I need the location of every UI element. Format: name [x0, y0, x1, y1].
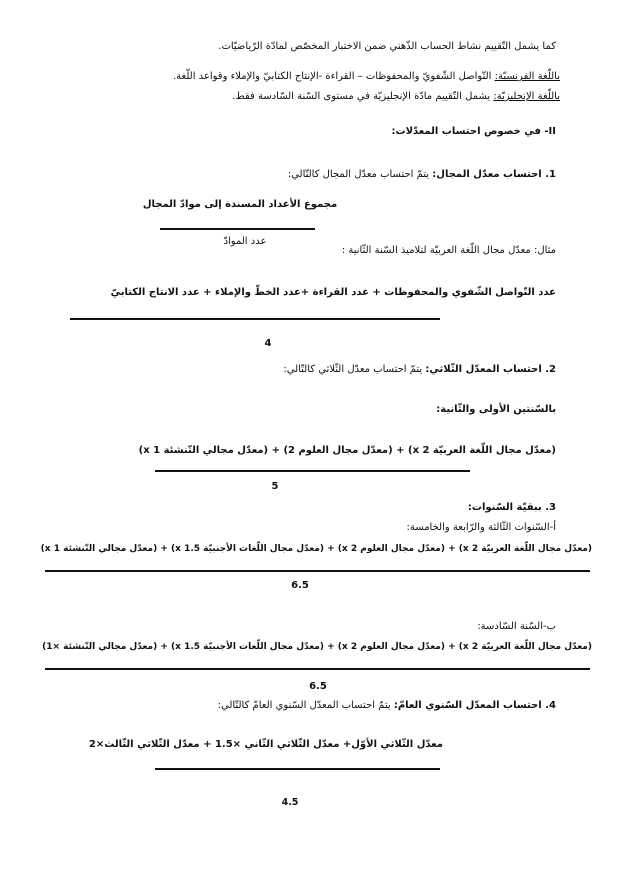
- item1-heading: [10, 168, 556, 182]
- example-text: مثال: معدّل مجال اللّغة العربيّة لتلاميذ السّنة الثّانية :: [341, 245, 556, 256]
- item2-denominator: 5: [271, 481, 279, 492]
- item1-numerator: مجموع الأعداد المسندة إلى موادّ المجال: [142, 199, 338, 210]
- item3-denominator-a: 6.5: [291, 580, 309, 591]
- section-title: II- في خصوص احتساب المعدّلات:: [391, 126, 556, 137]
- item2-heading: [10, 363, 556, 377]
- french-line: [10, 70, 560, 84]
- english-text: يشمل التّقييم مادّة الإنجليزيّة في مستوى السّنة السّادسة فقط.: [232, 91, 494, 102]
- item1-title: 1. احتساب معدّل المجال:: [432, 169, 556, 180]
- french-label: باللّغة الفرنسيّة:: [494, 71, 560, 82]
- item3-numerator-a: (معدّل مجال اللّغة العربيّة x 2) + (معدّل مجال العلوم x 2) + (معدّل مجال اللّغات الأجنبيّة x 1.5) + (معدّل مجالي التّنشئة x 1): [40, 544, 592, 554]
- item2-sub: بالسّنتين الأولى والثّانية:: [436, 404, 556, 415]
- item1-denominator: عدد الموادّ: [223, 236, 267, 247]
- fraction-line: [45, 668, 590, 670]
- item4-title: 4. احتساب المعدّل السّنوي العامّ:: [393, 700, 556, 711]
- item4-numerator: معدّل الثّلاثي الأوّل+ معدّل الثّلاثي الثّاني ×1.5 + معدّل الثّلاثي الثّالث×2: [88, 739, 443, 750]
- item4-denominator: 4.5: [281, 797, 299, 808]
- item1-text: يتمّ احتساب معدّل المجال كالتّالي:: [287, 169, 433, 180]
- item2-numerator: (معدّل مجال اللّغة العربيّة x 2) + (معدّل مجال العلوم 2) + (معدّل مجالي التّنشئة x 1): [138, 445, 556, 456]
- item3-sub-b: ب-السّنة السّادسة:: [477, 621, 556, 632]
- example-denominator: 4: [264, 338, 272, 349]
- math-note: كما يشمل التّقييم نشاط الحساب الذّهني ضمن الاختبار المخصّص لمادّة الرّياضيّات.: [218, 41, 556, 52]
- fraction-line: [155, 768, 440, 770]
- french-text: التّواصل الشّفويّ والمحفوظات – القراءة -الإنتاج الكتابيّ والإملاء وقواعد اللّغة.: [172, 71, 495, 82]
- item3-sub-a: أ-السّنوات الثّالثة والرّابعة والخامسة:: [406, 522, 556, 533]
- item2-title: 2. احتساب المعدّل الثّلاثي:: [425, 364, 556, 375]
- item3-numerator-b: (معدّل مجال اللّغة العربيّة x 2) + (معدّل مجال العلوم x 2) + (معدّل مجال اللّغات الأجنبيّة x 1.5) + (معدّل مجالي التّنشئة ×1): [42, 642, 592, 652]
- fraction-line: [155, 470, 470, 472]
- fraction-line: [160, 228, 315, 230]
- fraction-line: [70, 318, 440, 320]
- item2-text: يتمّ احتساب معدّل الثّلاثي كالتّالي:: [283, 364, 426, 375]
- fraction-line: [45, 570, 590, 572]
- english-label: باللّغة الإنجليزيّة:: [493, 91, 560, 102]
- item3-title: 3. ببقيّة السّنوات:: [467, 502, 556, 513]
- english-line: [10, 90, 560, 104]
- example-numerator: عدد التّواصل الشّفوي والمحفوظات + عدد القراءة +عدد الخطّ والإملاء + عدد الانتاج الكتابيّ: [110, 287, 556, 298]
- item4-heading: [10, 699, 556, 713]
- item3-denominator-b: 6.5: [309, 681, 327, 692]
- item4-text: يتمّ احتساب المعدّل السّنوي العامّ كالتّالي:: [217, 700, 394, 711]
